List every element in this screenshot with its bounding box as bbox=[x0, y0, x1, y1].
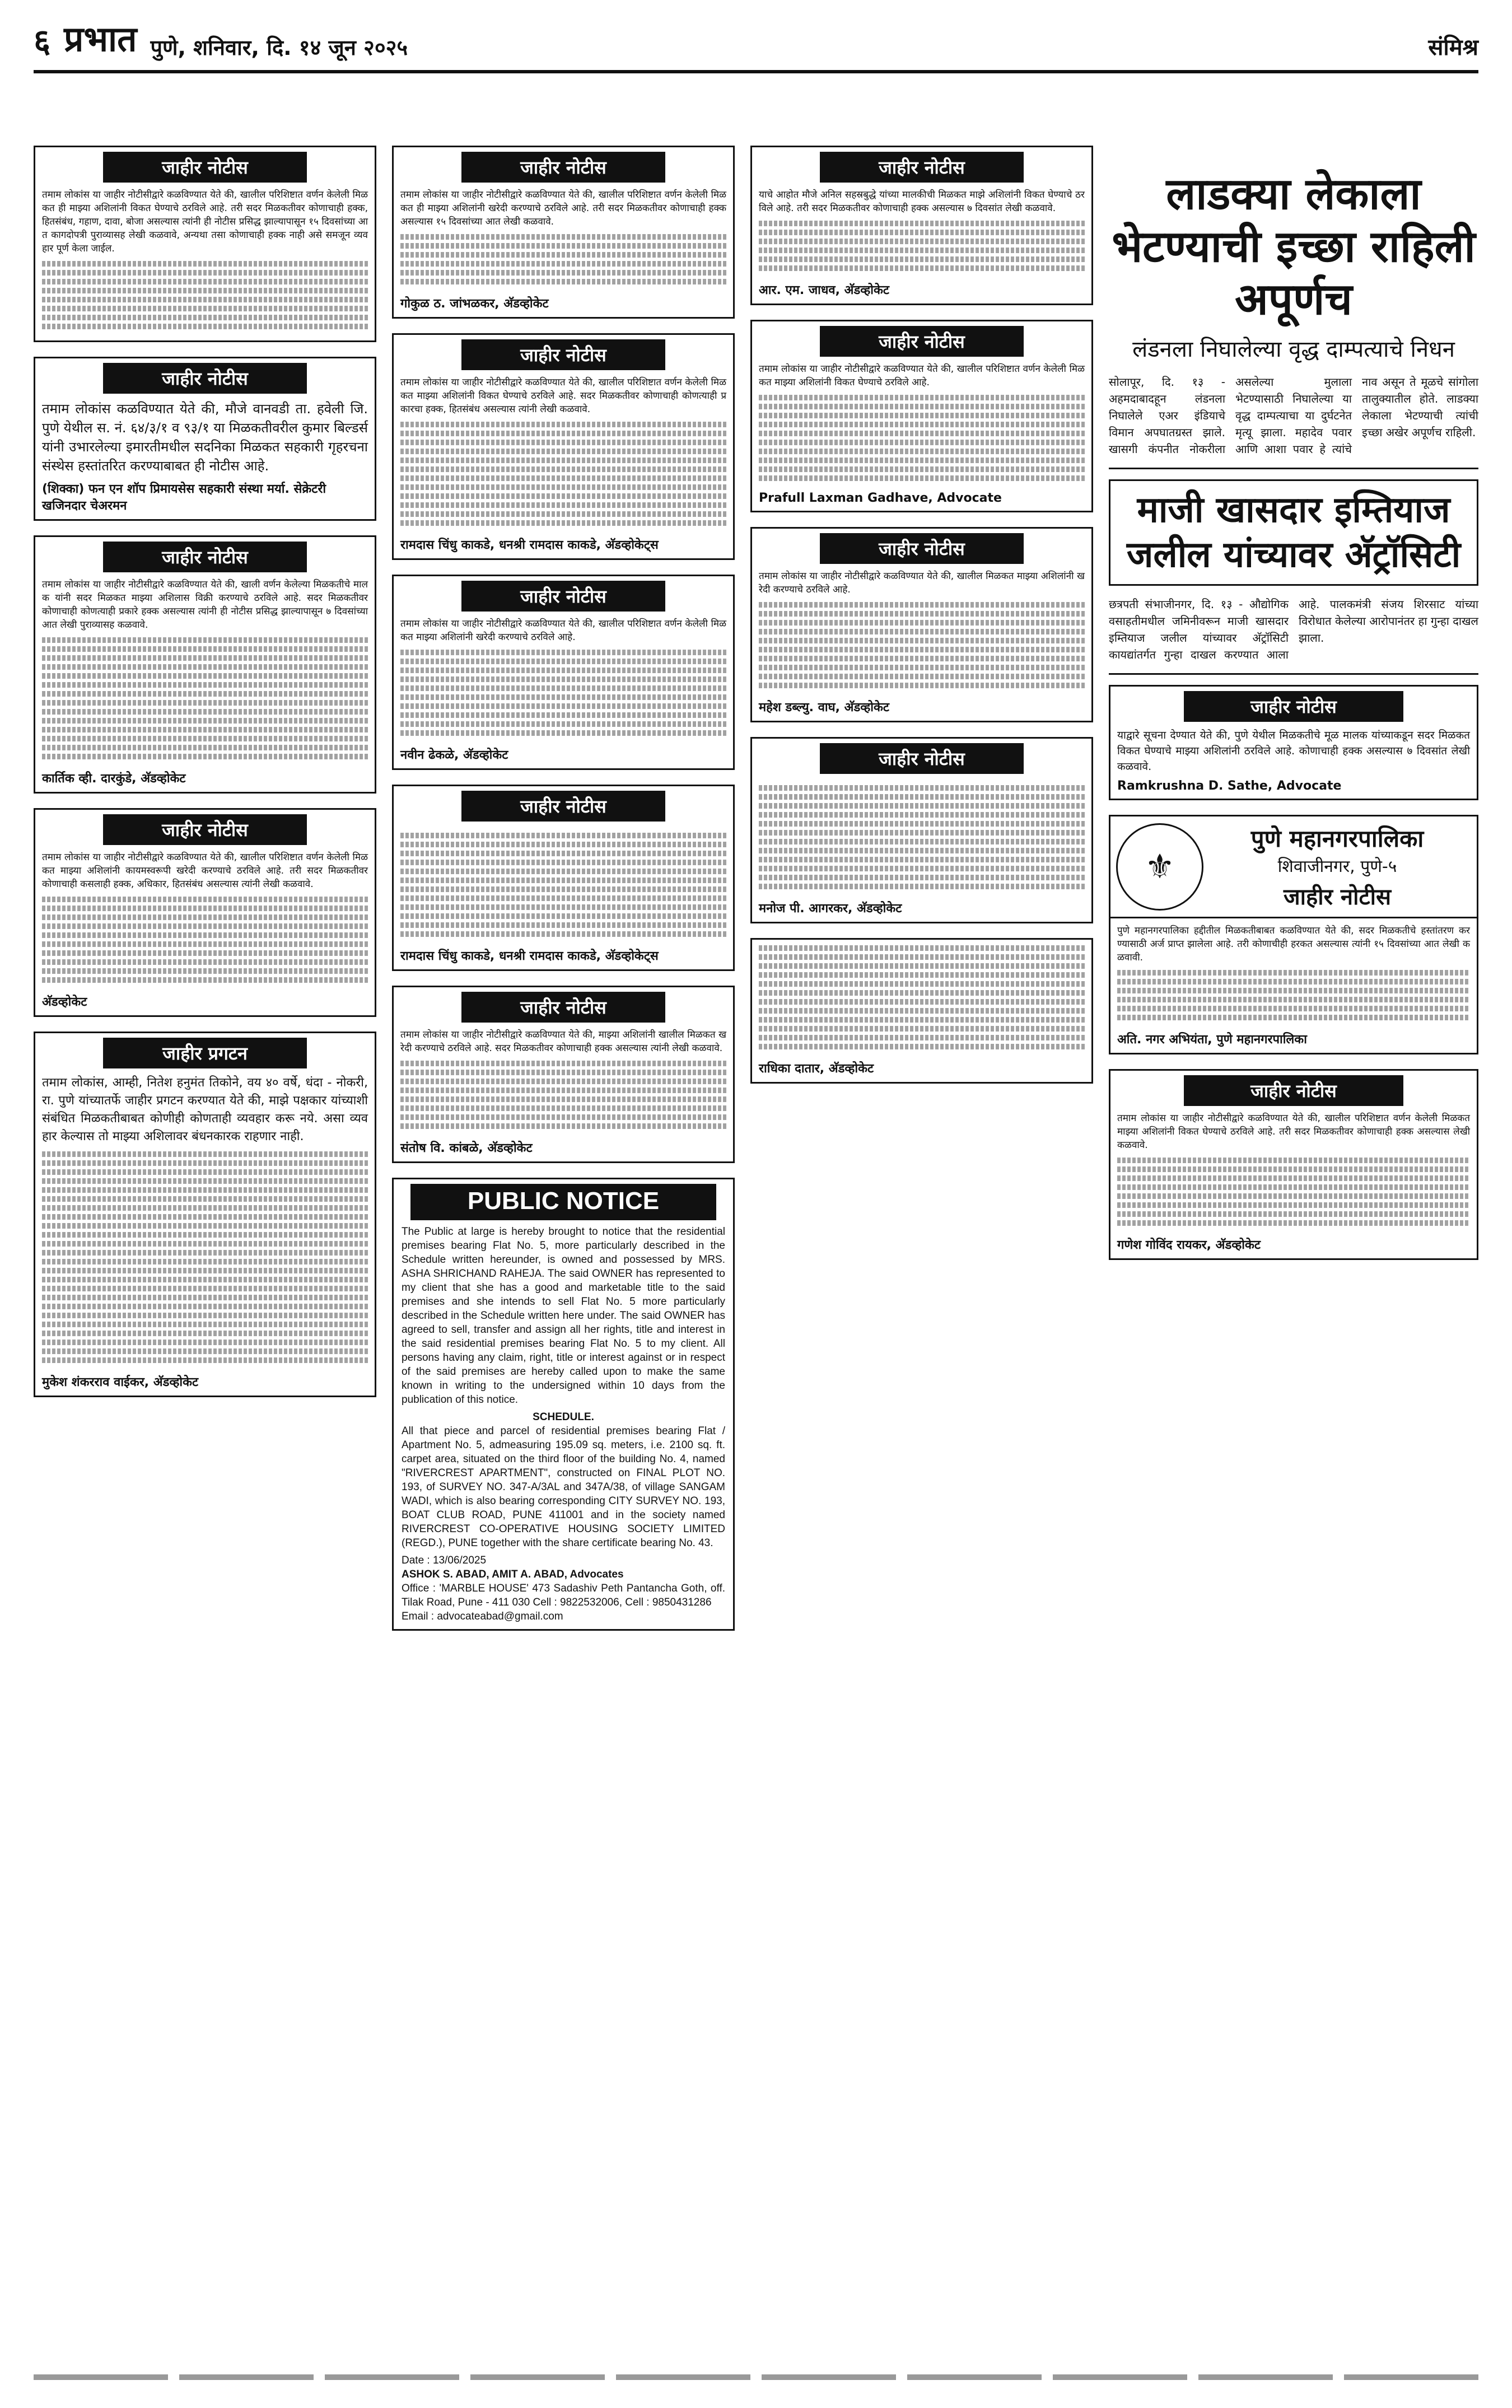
notice-box bbox=[392, 785, 735, 971]
notice-title: जाहीर नोटीस bbox=[1184, 691, 1403, 722]
notice-body: तमाम लोकांस या जाहीर नोटीसीद्वारे कळविण्यात येते की, खालील परिशिष्टात वर्णन केलेली मिळकत माझ्या अशिलांनी खरेदी करण्याचे ठरविले आहे. bbox=[400, 618, 726, 643]
notice-title: जाहीर नोटीस bbox=[820, 533, 1024, 564]
notice-signature: गणेश गोविंद रायकर, अ‍ॅडव्होकेट bbox=[1117, 1238, 1261, 1252]
pmc-signature: अति. नगर अभियंता, पुणे महानगरपालिका bbox=[1117, 1033, 1307, 1047]
masthead bbox=[34, 18, 1478, 62]
notice-signature: रामदास चिंधु काकडे, धनश्री रामदास काकडे, अ‍ॅडव्होकेट्स bbox=[400, 538, 659, 552]
notice-body: तमाम लोकांस या जाहीर नोटीसीद्वारे कळविण्यात येते की, खालील परिशिष्टात वर्णन केलेली मिळकत माझ्या अशिलांनी विकत घेण्याचे ठरविले आहे. सदर मिळकतीवर कोणाचाही कोणत्याही प्रकारचा हक्क, हितसंबंध असल्यास त्यांनी लेखी कळवावे. bbox=[400, 377, 726, 415]
pmc-name: पुणे महानगरपालिका bbox=[1250, 825, 1424, 852]
masthead-rule bbox=[34, 70, 1478, 73]
prakatan-box bbox=[34, 1032, 376, 1397]
notice-fine-print bbox=[752, 215, 1091, 277]
prakatan-body: तमाम लोकांस, आम्ही, नितेश हनुमंत तिकोने, वय ४० वर्षे, धंदा - नोकरी, रा. पुणे यांच्यातर्फे जाहीर प्रगटन करण्यात येते की, माझे पक्षकार यांच्याशी संबंधित मिळकतीबाबत कोणीही कोणताही व्यवहार करू नये. असा व्यवहार केल्यास तो माझ्या अशिलावर बंधनकारक राहणार नाही. bbox=[42, 1076, 368, 1144]
pmc-office: शिवाजीनगर, पुणे-५ bbox=[1277, 857, 1397, 876]
notice-date: Date : 13/06/2025 bbox=[402, 1555, 487, 1566]
notice-body: तमाम लोकांस या जाहीर नोटीसीद्वारे कळविण्यात येते की, माझ्या अशिलांनी खालील मिळकत खरेदी करण्याचे ठरविले आहे. सदर मिळकतीवर कोणाचाही हक्क असल्यास त्यांनी लेखी कळवावे. bbox=[400, 1029, 726, 1054]
pmc-notice-title: जाहीर नोटीस bbox=[1283, 884, 1392, 910]
notice-body: तमाम लोकांस या जाहीर नोटीसीद्वारे कळविण्यात येते की, खालील परिशिष्टात वर्णन केलेली मिळकत माझ्या अशिलांनी कायमस्वरूपी खरेदी करण्याचे ठरविले आहे. तरी सदर मिळकतीवर कोणाचाही कसलाही हक्क, अधिकार, हितसंबंध असल्यास त्यांनी लेखी कळवावे. bbox=[42, 852, 368, 890]
notice-box bbox=[34, 357, 376, 521]
notice-title: जाहीर नोटीस bbox=[103, 814, 307, 845]
notice-title: जाहीर नोटीस bbox=[461, 339, 665, 370]
notice-box bbox=[34, 535, 376, 794]
story-body: छत्रपती संभाजीनगर, दि. १३ - औद्योगिक वसाहतीमधील जमिनीवरून माजी खासदार इम्तियाज जलील यांच्यावर अ‍ॅट्रॉसिटी कायद्यांतर्गत गुन्हा दाखल करण्यात आला आहे. पालकमंत्री संजय शिरसाट यांच्या विरोधात केलेल्या आरोपानंतर हा गुन्हा दाखल झाला. bbox=[1109, 598, 1478, 661]
notice-box bbox=[750, 527, 1093, 722]
notice-title: जाहीर नोटीस bbox=[820, 326, 1024, 357]
pmc-notice bbox=[1109, 918, 1478, 1054]
notice-signature: महेश डब्ल्यु. वाघ, अ‍ॅडव्होकेट bbox=[759, 701, 889, 715]
notice-title: जाहीर नोटीस bbox=[461, 791, 665, 822]
notice-body: तमाम लोकांस या जाहीर नोटीसीद्वारे कळविण्यात येते की, खालील परिशिष्टात वर्णन केलेली मिळकत ही माझ्या अशिलांनी विकत घेण्याचे ठरविले आहे. तरी सदर मिळकतीवर कोणाचाही हक्क, हितसंबंध, गहाण, दावा, बोजा असल्यास त्यांनी ही नोटीस प्रसिद्ध झाल्यापासून १५ दिवसांच्या आत कागदोपत्री पुराव्यासह लेखी कळवावे, अन्यथा तसा कोणाचाही हक्क नाही असे समजून व्यवहार पूर्ण केला जाईल. bbox=[42, 189, 368, 254]
notice-title: जाहीर नोटीस bbox=[461, 581, 665, 612]
subhead-london: लंडनला निघालेल्या वृद्ध दाम्पत्याचे निधन bbox=[1132, 337, 1455, 362]
dateline: पुणे, शनिवार, दि. १४ जून २०२५ bbox=[150, 35, 408, 60]
notice-body: याचे आहोत मौजे अनिल सहस्रबुद्धे यांच्या मालकीची मिळकत माझे अशिलांनी विकत घेण्याचे ठरविले आहे. तरी सदर मिळकतीवर कोणाचाही हक्क असल्यास ७ दिवसांत लेखी कळवावे. bbox=[759, 189, 1085, 214]
notice-signature: नवीन ढेकळे, अ‍ॅडव्होकेट bbox=[400, 748, 508, 762]
pmc-text bbox=[1203, 822, 1471, 911]
page-number: ६ bbox=[34, 22, 51, 60]
notice-advocates: ASHOK S. ABAD, AMIT A. ABAD, Advocates bbox=[402, 1569, 624, 1580]
notice-box bbox=[392, 575, 735, 770]
headline-ladkya-leka: लाडक्या लेकाला भेटण्याची इच्छा राहिली अपूर्णच bbox=[1112, 169, 1476, 325]
notice-body: तमाम लोकांस या जाहीर नोटीसीद्वारे कळविण्यात येते की, खाली वर्णन केलेल्या मिळकतीचे मालक यांनी सदर मिळकत माझ्या अशिलास विक्री करण्याचे ठरविले आहे. सदर मिळकतीवर कोणाचाही कोणत्याही प्रकारे हक्क असल्यास त्यांनी ही नोटीस प्रसिद्ध झाल्यापासून ७ दिवसांच्या आत लेखी पुराव्यासह कळवावे. bbox=[42, 579, 368, 631]
notice-box bbox=[34, 808, 376, 1017]
notice-signature: संतोष वि. कांबळे, अ‍ॅडव्होकेट bbox=[400, 1141, 533, 1155]
notice-title: जाहीर नोटीस bbox=[103, 363, 307, 394]
notice-title: जाहीर नोटीस bbox=[461, 152, 665, 183]
notice-address: Office : 'MARBLE HOUSE' 473 Sadashiv Peth Pantancha Goth, off. Tilak Road, Pune - 411 030 Cell : 9822532006, Cell : 9850431286 bbox=[402, 1583, 725, 1608]
notice-body: तमाम लोकांस या जाहीर नोटीसीद्वारे कळविण्यात येते की, खालील परिशिष्टात वर्णन केलेली मिळकत माझ्या अशिलांनी विकत घेण्याचे ठरविले आहे. bbox=[759, 363, 1085, 388]
column-1 bbox=[34, 146, 376, 1412]
notice-signature: (शिक्का) फन एन शॉप प्रिमायसेस सहकारी संस्था मर्या. सेक्रेटरी खजिनदार चेअरमन bbox=[42, 482, 326, 513]
notice-signature: रामदास चिंधु काकडे, धनश्री रामदास काकडे, अ‍ॅडव्होकेट्स bbox=[400, 949, 659, 963]
notice-signature: मुकेश शंकरराव वाईकर, अ‍ॅडव्होकेट bbox=[42, 1375, 199, 1389]
notice-signature: राधिका दातार, अ‍ॅडव्होकेट bbox=[759, 1062, 874, 1076]
notice-box bbox=[750, 320, 1093, 512]
notice-fine-print bbox=[35, 632, 375, 765]
news-column bbox=[1109, 168, 1478, 1275]
notice-signature: Prafull Laxman Gadhave, Advocate bbox=[759, 491, 1002, 505]
pmc-header bbox=[1109, 815, 1478, 918]
section-name: संमिश्र bbox=[1428, 35, 1478, 60]
notice-fine-print bbox=[394, 827, 733, 942]
notice-signature: आर. एम. जाधव, अ‍ॅडव्होकेट bbox=[759, 283, 889, 297]
story-body: सोलापूर, दि. १३ - अहमदाबादहून लंडनला निघालेले एअर इंडियाचे विमान अपघातग्रस्त झाले. खासगी कंपनीत नोकरीला असलेल्या मुलाला भेटण्यासाठी निघालेल्या या वृद्ध दाम्पत्याचा या दुर्घटनेत मृत्यू झाला. महादेव पवार आणि आशा पवार हे त्यांचे नाव असून ते मूळचे सांगोला तालुक्यातील होते. लाडक्या लेकाला भेटण्याची त्यांची इच्छा अखेर अपूर्णच राहिली. bbox=[1109, 375, 1478, 456]
notice-email: Email : advocateabad@gmail.com bbox=[402, 1611, 563, 1622]
notice-fine-print bbox=[35, 891, 375, 988]
notice-title: जाहीर नोटीस bbox=[1184, 1075, 1403, 1106]
divider bbox=[1109, 673, 1478, 675]
notice-fine-print bbox=[394, 644, 733, 741]
schedule-body: All that piece and parcel of residential premises bearing Flat / Apartment No. 5, admeasuring 195.09 sq. meters, i.e. 2100 sq. ft. carpet area, situated on the third floor of the building No. 4, named "RIVERCREST APARTMENT", constructed on FINAL PLOT NO. 193, of SURVEY NO. 347-A/3AL and 347A/38, of village SANGAM WADI, which is also bearing corresponding CITY SURVEY NO. 193, BOAT CLUB ROAD, PUNE 411001 and in the society named RIVERCREST CO-OPERATIVE HOUSING SOCIETY LIMITED (REGD.), PUNE together with the share certificate bearing No. 43. bbox=[402, 1425, 725, 1549]
notice-signature: Ramkrushna D. Sathe, Advocate bbox=[1117, 779, 1342, 793]
notice-title: जाहीर नोटीस bbox=[103, 152, 307, 183]
notice-title: जाहीर नोटीस bbox=[820, 743, 1024, 774]
notice-box bbox=[750, 737, 1093, 923]
notice-fine-print bbox=[394, 228, 733, 290]
public-notice-box bbox=[392, 1178, 735, 1631]
notice-fine-print bbox=[35, 255, 375, 335]
notice-title: जाहीर नोटीस bbox=[820, 152, 1024, 183]
notice-box bbox=[1109, 685, 1478, 800]
divider bbox=[1109, 468, 1478, 469]
notice-box bbox=[392, 333, 735, 560]
notice-fine-print bbox=[752, 596, 1091, 694]
public-notice-body: The Public at large is hereby brought to notice that the residential premises bearing Flat No. 5, more particularly described in the Schedule written hereunder, is owned and possessed by MRS. ASHA SHRICHAND RAHEJA. The said OWNER has represented to my client that she has a good and marketable title to the said premises and she intends to sell Flat No. 5 more particularly described in the Schedule written here under. The said OWNER has agreed to sell, transfer and assign all her rights, title and interest in the said residential premises bearing Flat No. 5 to my client. All persons having any claim, right, title or interest against or in respect of the said premises are hereby called upon to make the same known in writing to the undersigned within 10 days from the publication of this notice. bbox=[402, 1226, 725, 1406]
notice-body: तमाम लोकांस कळविण्यात येते की, मौजे वानवडी ता. हवेली जि. पुणे येथील स. नं. ६४/३/१ व ९३/१ या मिळकतीवरील कुमार बिल्डर्स यांनी उभारलेल्या इमारतीमधील सदनिका मिळकत सहकारी गृहरचना संस्थेस हस्तांतरित करण्याबाबत ही नोटीस आहे. bbox=[42, 401, 368, 474]
notice-signature: मनोज पी. आगरकर, अ‍ॅडव्होकेट bbox=[759, 902, 902, 916]
notice-body: याद्वारे सूचना देण्यात येते की, पुणे येथील मिळकतीचे मूळ मालक यांच्याकडून सदर मिळकत विकत घेण्याचे माझ्या अशिलांनी ठरविले आहे. कोणाचाही हक्क असल्यास ७ दिवसांत लेखी कळवावे. bbox=[1117, 729, 1470, 773]
notice-title: जाहीर नोटीस bbox=[461, 992, 665, 1023]
notice-signature: गोकुळ ठ. जांभळकर, अ‍ॅडव्होकेट bbox=[400, 297, 549, 311]
pmc-seal-icon: ⚜ bbox=[1116, 823, 1203, 911]
schedule-heading: SCHEDULE. bbox=[533, 1411, 594, 1423]
notice-fine-print bbox=[1110, 1152, 1477, 1231]
headline-imtiaz-jaleel: माजी खासदार इम्तियाज जलील यांच्यावर अ‍ॅट्रॉसिटी bbox=[1109, 479, 1478, 586]
notice-title: जाहीर नोटीस bbox=[103, 542, 307, 572]
notice-box bbox=[392, 986, 735, 1163]
column-2 bbox=[392, 146, 735, 1645]
notice-fine-print bbox=[752, 780, 1091, 895]
notice-fine-print bbox=[394, 416, 733, 531]
notice-box bbox=[750, 938, 1093, 1084]
notice-fine-print bbox=[752, 389, 1091, 487]
column-3 bbox=[750, 146, 1093, 1098]
pmc-body: पुणे महानगरपालिका हद्दीतील मिळकतीबाबत कळविण्यात येते की, सदर मिळकतीचे हस्तांतरण करण्यासाठी अर्ज प्राप्त झालेला आहे. तरी कोणाचीही हरकत असल्यास त्यांनी १५ दिवसांच्या आत लेखी कळवावी. bbox=[1117, 925, 1470, 963]
notice-box bbox=[34, 146, 376, 342]
notice-fine-print bbox=[1110, 964, 1477, 1026]
brand-logo: प्रभात bbox=[64, 18, 137, 59]
notice-signature: कार्तिक व्ही. दारकुंडे, अ‍ॅडव्होकेट bbox=[42, 772, 186, 786]
notice-box bbox=[1109, 1069, 1478, 1260]
notice-signature: अ‍ॅडव्होकेट bbox=[42, 995, 87, 1009]
notice-fine-print bbox=[752, 940, 1091, 1055]
notice-fine-print bbox=[35, 1146, 375, 1369]
notice-box bbox=[750, 146, 1093, 305]
public-notice-title: PUBLIC NOTICE bbox=[410, 1184, 716, 1220]
prakatan-title: जाहीर प्रगटन bbox=[103, 1038, 307, 1068]
notice-box bbox=[392, 146, 735, 319]
notice-fine-print bbox=[394, 1055, 733, 1135]
footer-bar bbox=[34, 2374, 1478, 2380]
notice-body: तमाम लोकांस या जाहीर नोटीसीद्वारे कळविण्यात येते की, खालील परिशिष्टात वर्णन केलेली मिळकत ही माझ्या अशिलांनी खरेदी करण्याचे ठरविले आहे. तरी सदर मिळकतीवर कोणाचाही हक्क असल्यास १५ दिवसांच्या आत लेखी कळवावे. bbox=[400, 189, 726, 227]
notice-body: तमाम लोकांस या जाहीर नोटीसीद्वारे कळविण्यात येते की, खालील परिशिष्टात वर्णन केलेली मिळकत माझ्या अशिलांनी विकत घेण्याचे ठरविले आहे. तरी सदर मिळकतीवर कोणाचाही हक्क असल्यास लेखी कळवावे. bbox=[1117, 1113, 1470, 1151]
notice-body: तमाम लोकांस या जाहीर नोटीसीद्वारे कळविण्यात येते की, खालील मिळकत माझ्या अशिलांनी खरेदी करण्याचे ठरविले आहे. bbox=[759, 571, 1085, 595]
